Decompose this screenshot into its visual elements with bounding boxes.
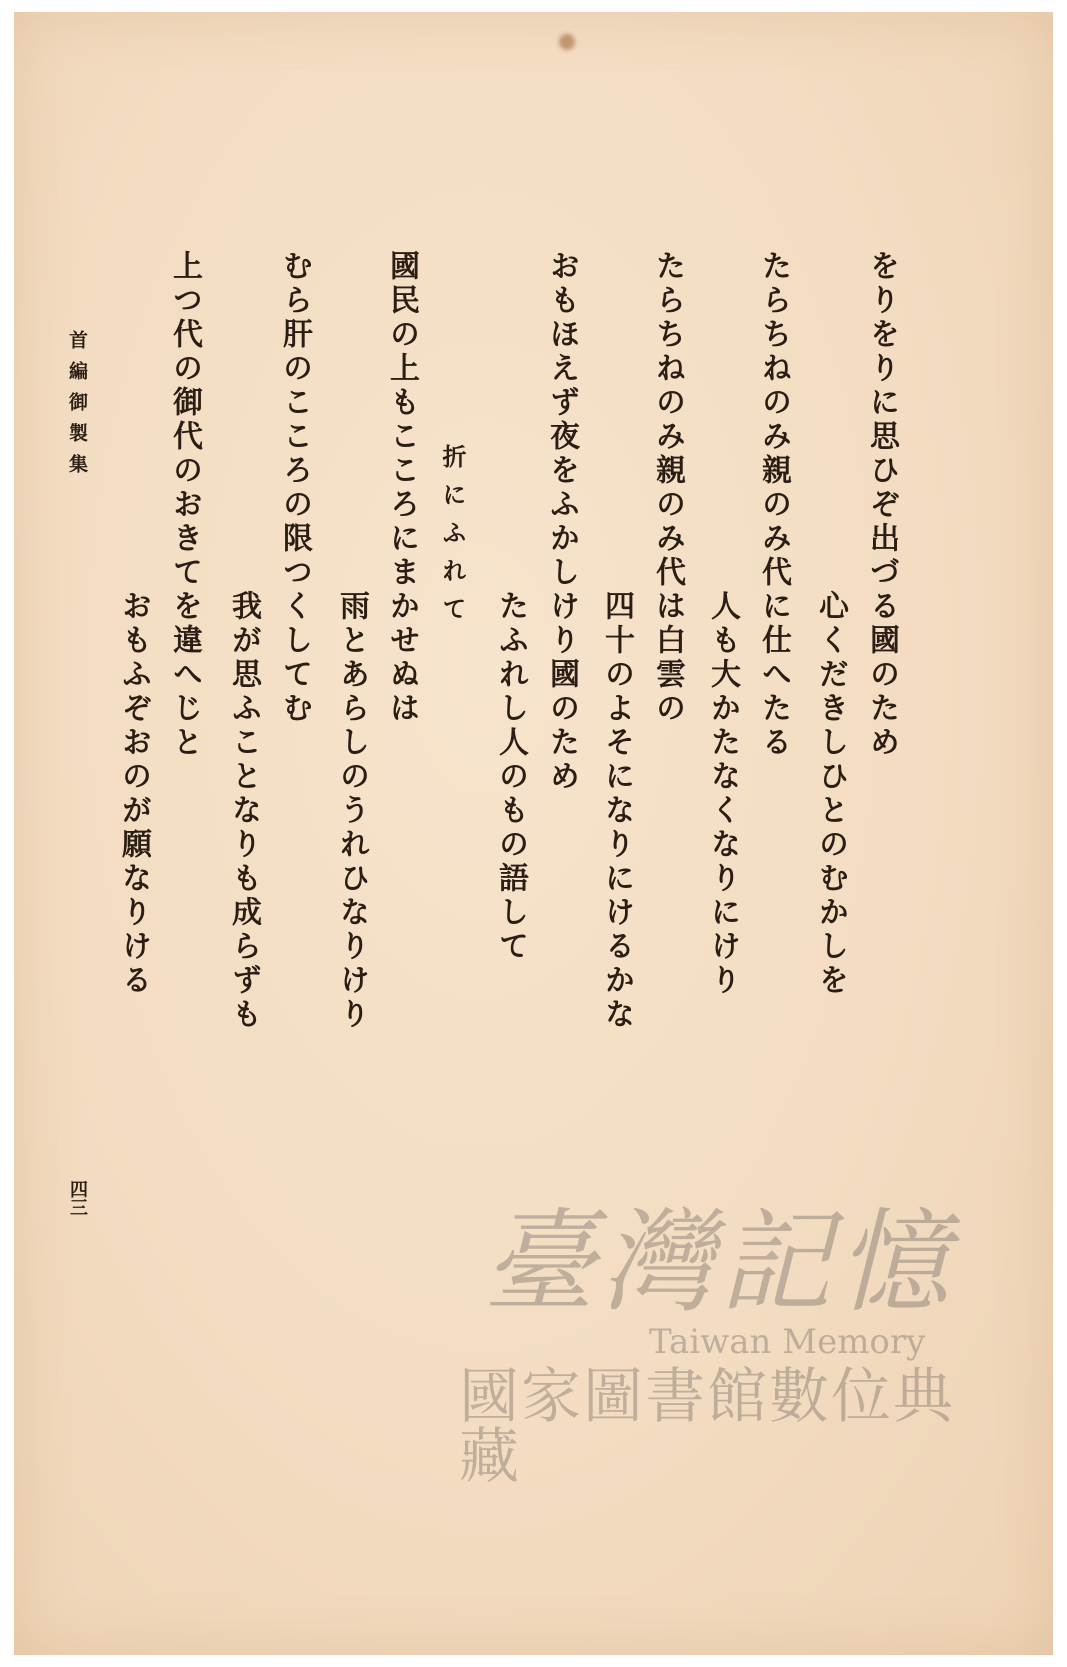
watermark-logo: 臺灣記憶 (483, 1198, 955, 1328)
poem-line-12: 我が思ふことなりも成らずも (226, 590, 261, 1032)
poem-line-4: 人も大かたなくなりにけり (705, 590, 740, 998)
poem-line-8: たふれし人のもの語して (493, 590, 528, 964)
poem-line-3: たらちねのみ親のみ代に仕へたる (756, 250, 791, 760)
watermark-english: Taiwan Memory (649, 1322, 926, 1362)
poem-line-14: おもふぞおのが願なりける (116, 590, 151, 998)
poem-line-5: たらちねのみ親のみ代は白雲の (650, 250, 685, 726)
poem-line-7: おもほえず夜をふかしけり國のため (544, 250, 579, 794)
section-heading: 折にふれて (438, 444, 467, 634)
watermark (459, 1198, 979, 1492)
book-page (14, 12, 1053, 1655)
poem-line-2: 心くだきしひとのむかしを (813, 590, 848, 998)
poem-line-6: 四十のよそになりにけるかな (599, 590, 634, 1032)
poem-line-11: むら肝のこころの限つくしてむ (277, 250, 312, 726)
poem-line-10: 雨とあらしのうれひなりけり (334, 590, 369, 1032)
page-number: 四三 (67, 1180, 88, 1216)
poem-line-13: 上つ代の御代のおきてを違へじと (167, 250, 202, 760)
poem-line-1: をりをりに思ひぞ出づる國のため (864, 250, 899, 760)
watermark-chinese: 國家圖書館數位典藏 (459, 1362, 955, 1492)
paper-stain (559, 34, 575, 50)
running-title: 首編御製集 (66, 330, 88, 485)
poem-line-9: 國民の上もこころにまかせぬは (384, 250, 419, 726)
